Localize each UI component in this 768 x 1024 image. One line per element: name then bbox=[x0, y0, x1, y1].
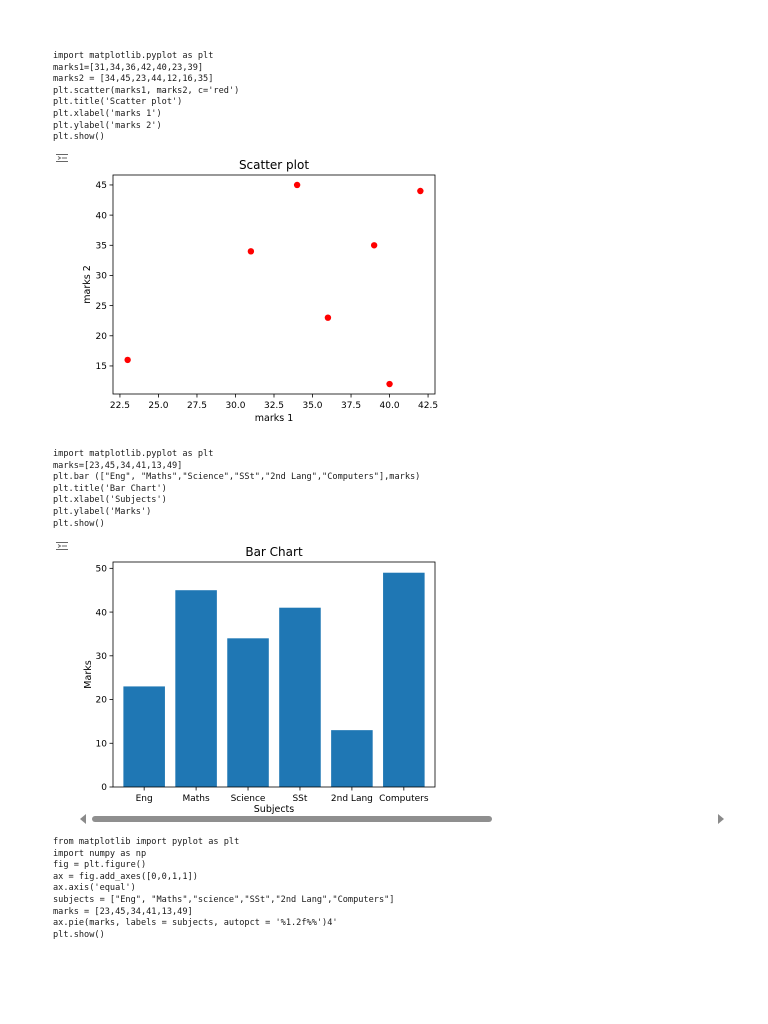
code-line: fig = plt.figure() bbox=[53, 860, 147, 871]
bar bbox=[279, 608, 321, 787]
code-line: ax.pie(marks, labels = subjects, autopct = '%1.2f%%')4' bbox=[53, 918, 338, 929]
y-tick-label: 30 bbox=[95, 652, 107, 663]
y-tick-label: 50 bbox=[95, 564, 107, 575]
scroll-right-arrow-icon[interactable] bbox=[718, 814, 724, 824]
y-tick-label: 20 bbox=[95, 331, 107, 342]
scrollbar-thumb[interactable] bbox=[92, 816, 492, 822]
code-line: plt.show() bbox=[53, 929, 105, 940]
code-line: marks2 = [34,45,23,44,12,16,35] bbox=[53, 74, 214, 85]
code-line: marks = [23,45,34,41,13,49] bbox=[53, 906, 193, 917]
code-line: marks1=[31,34,36,42,40,23,39] bbox=[53, 62, 204, 73]
bar bbox=[331, 730, 373, 787]
code-cell-bar[interactable] bbox=[53, 449, 420, 530]
code-line: plt.bar (["Eng", "Maths","Science","SSt","2nd Lang","Computers"],marks) bbox=[53, 472, 421, 483]
y-tick-label: 30 bbox=[95, 271, 107, 282]
x-tick-label: 25.0 bbox=[148, 401, 169, 411]
horizontal-scrollbar[interactable] bbox=[80, 813, 728, 825]
y-tick-label: 15 bbox=[95, 362, 107, 373]
code-line: ax = fig.add_axes([0,0,1,1]) bbox=[53, 871, 198, 882]
x-tick-label: Maths bbox=[182, 794, 210, 804]
code-line: import matplotlib.pyplot as plt bbox=[53, 51, 214, 61]
scatter-point bbox=[325, 314, 331, 320]
x-tick-label: 2nd Lang bbox=[330, 794, 373, 804]
bar bbox=[227, 638, 269, 787]
y-tick-label: 25 bbox=[95, 301, 107, 312]
y-tick-label: 40 bbox=[95, 211, 107, 222]
output-expand-icon[interactable] bbox=[55, 541, 69, 551]
plot-frame bbox=[113, 175, 435, 394]
x-tick-label: 32.5 bbox=[263, 401, 285, 411]
y-tick-label: 10 bbox=[95, 739, 107, 750]
code-line: plt.title('Bar Chart') bbox=[53, 483, 167, 494]
scatter-point bbox=[386, 381, 392, 387]
x-tick-label: 40.0 bbox=[379, 401, 400, 411]
scatter-point bbox=[371, 242, 377, 248]
bar bbox=[383, 573, 425, 787]
code-line: plt.xlabel('marks 1') bbox=[53, 108, 162, 119]
y-tick-label: 40 bbox=[95, 608, 107, 619]
x-tick-label: Science bbox=[230, 794, 266, 804]
y-tick-label: 45 bbox=[95, 181, 107, 192]
code-line: ax.axis('equal') bbox=[53, 883, 136, 894]
x-axis-label: marks 1 bbox=[254, 413, 294, 424]
x-tick-label: Eng bbox=[135, 794, 153, 804]
scatter-point bbox=[124, 357, 130, 363]
x-tick-label: 37.5 bbox=[341, 401, 362, 411]
code-line: import matplotlib.pyplot as plt bbox=[53, 449, 214, 459]
scatter-plot-chart bbox=[70, 155, 450, 427]
code-line: import numpy as np bbox=[53, 848, 147, 859]
code-line: plt.ylabel('marks 2') bbox=[53, 120, 162, 131]
x-tick-label: 22.5 bbox=[109, 401, 130, 411]
code-line: plt.scatter(marks1, marks2, c='red') bbox=[53, 85, 240, 96]
bar-chart bbox=[70, 543, 450, 818]
code-line: plt.ylabel('Marks') bbox=[53, 506, 152, 517]
y-axis-label: Marks bbox=[83, 660, 94, 689]
output-expand-icon[interactable] bbox=[55, 153, 69, 163]
code-line: plt.show() bbox=[53, 518, 105, 529]
code-line: marks=[23,45,34,41,13,49] bbox=[53, 460, 183, 471]
y-tick-label: 0 bbox=[101, 783, 107, 794]
bar bbox=[175, 590, 217, 787]
code-line: plt.show() bbox=[53, 132, 105, 143]
y-tick-label: 35 bbox=[95, 241, 107, 252]
chart-title: Bar Chart bbox=[245, 545, 303, 559]
scatter-point bbox=[294, 182, 300, 188]
x-tick-label: 35.0 bbox=[302, 401, 323, 411]
code-line: plt.xlabel('Subjects') bbox=[53, 495, 167, 506]
code-line: plt.title('Scatter plot') bbox=[53, 97, 183, 108]
x-tick-label: 30.0 bbox=[225, 401, 246, 411]
chart-title: Scatter plot bbox=[238, 158, 310, 172]
scatter-point bbox=[417, 188, 423, 194]
code-line: from matplotlib import pyplot as plt bbox=[53, 837, 240, 847]
bar bbox=[123, 686, 165, 787]
code-line: subjects = ["Eng", "Maths","science","SSt","2nd Lang","Computers"] bbox=[53, 894, 395, 905]
x-axis-label: Subjects bbox=[253, 804, 295, 815]
y-tick-label: 20 bbox=[95, 695, 107, 706]
x-tick-label: 42.5 bbox=[418, 401, 439, 411]
code-cell-scatter[interactable] bbox=[53, 51, 239, 144]
scatter-point bbox=[248, 248, 254, 254]
code-cell-pie[interactable] bbox=[53, 837, 394, 941]
x-tick-label: Computers bbox=[379, 794, 429, 804]
scroll-left-arrow-icon[interactable] bbox=[80, 814, 86, 824]
x-tick-label: SSt bbox=[292, 794, 308, 804]
y-axis-label: marks 2 bbox=[82, 265, 93, 304]
x-tick-label: 27.5 bbox=[186, 401, 207, 411]
